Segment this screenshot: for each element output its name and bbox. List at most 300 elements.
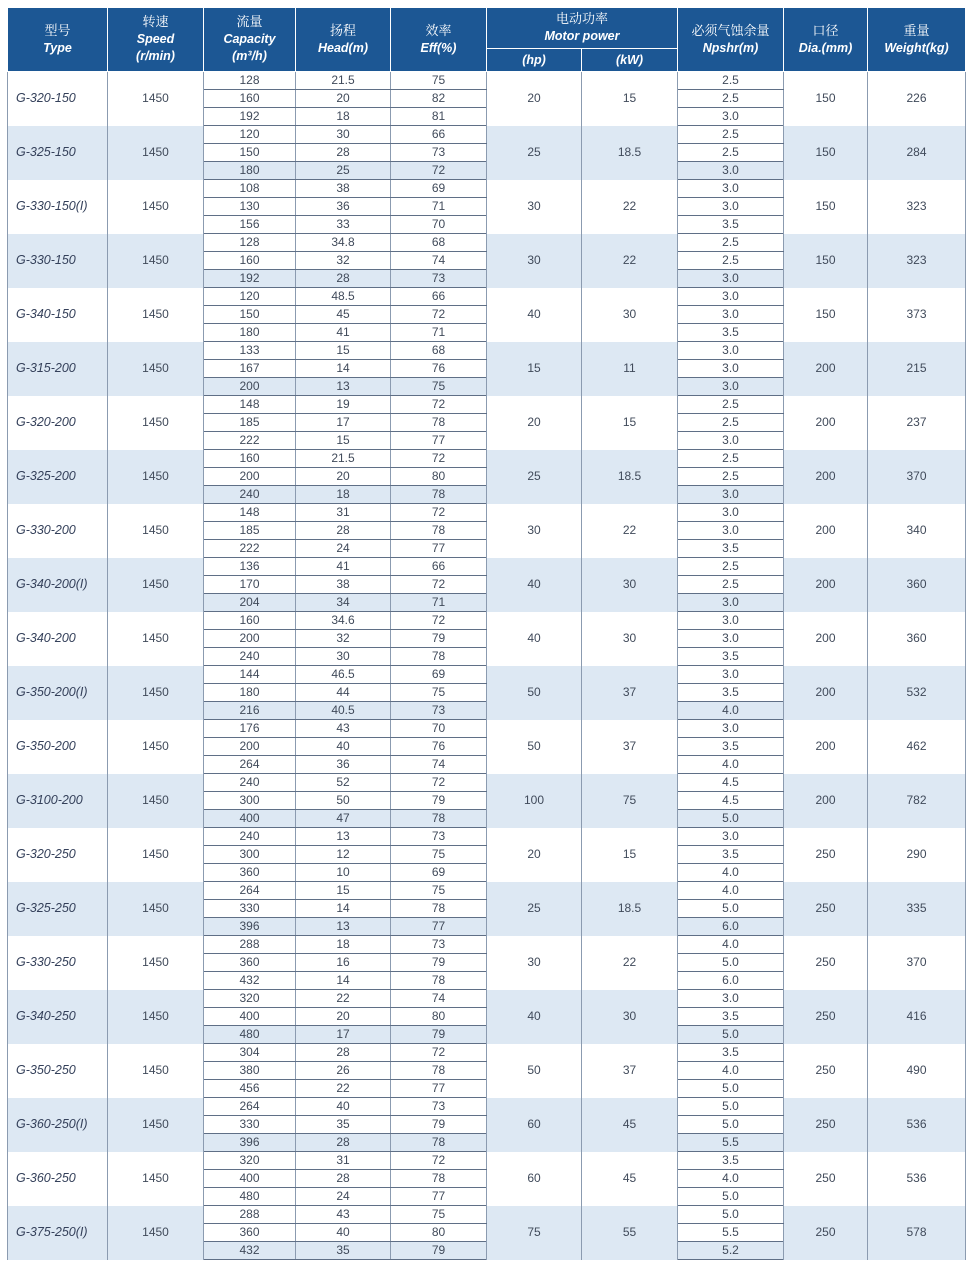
- capacity-cell: 400: [204, 810, 296, 828]
- header-kw: (kW): [582, 49, 678, 72]
- npshr-cell: 3.0: [678, 594, 784, 612]
- weight-cell: 323: [868, 180, 966, 234]
- npshr-cell: 3.0: [678, 378, 784, 396]
- table-row: [8, 936, 966, 954]
- capacity-cell: 432: [204, 1242, 296, 1260]
- speed-cell: 1450: [108, 882, 204, 936]
- capacity-cell: 380: [204, 1062, 296, 1080]
- capacity-cell: 160: [204, 252, 296, 270]
- type-cell: G-375-250(I): [8, 1206, 108, 1260]
- hp-cell: 75: [487, 1206, 582, 1260]
- capacity-cell: 160: [204, 90, 296, 108]
- head-cell: 31: [296, 1152, 391, 1170]
- table-row: [8, 180, 966, 198]
- eff-cell: 72: [391, 396, 487, 414]
- npshr-cell: 3.5: [678, 846, 784, 864]
- dia-cell: 250: [784, 1044, 868, 1098]
- dia-cell: 150: [784, 72, 868, 126]
- head-cell: 21.5: [296, 450, 391, 468]
- capacity-cell: 360: [204, 954, 296, 972]
- table-row: [8, 1152, 966, 1170]
- weight-cell: 340: [868, 504, 966, 558]
- npshr-cell: 2.5: [678, 234, 784, 252]
- hp-cell: 40: [487, 558, 582, 612]
- weight-cell: 532: [868, 666, 966, 720]
- weight-cell: 462: [868, 720, 966, 774]
- kw-cell: 30: [582, 612, 678, 666]
- npshr-cell: 2.5: [678, 450, 784, 468]
- spec-table-wrapper: [7, 7, 965, 1260]
- capacity-cell: 160: [204, 612, 296, 630]
- head-cell: 18: [296, 486, 391, 504]
- type-cell: G-3100-200: [8, 774, 108, 828]
- capacity-cell: 240: [204, 828, 296, 846]
- head-cell: 28: [296, 522, 391, 540]
- capacity-cell: 222: [204, 432, 296, 450]
- dia-cell: 200: [784, 504, 868, 558]
- capacity-cell: 288: [204, 936, 296, 954]
- kw-cell: 22: [582, 234, 678, 288]
- capacity-cell: 160: [204, 450, 296, 468]
- head-cell: 13: [296, 918, 391, 936]
- npshr-cell: 3.5: [678, 648, 784, 666]
- capacity-cell: 400: [204, 1008, 296, 1026]
- eff-cell: 75: [391, 378, 487, 396]
- capacity-cell: 360: [204, 864, 296, 882]
- table-row: [8, 990, 966, 1008]
- head-cell: 12: [296, 846, 391, 864]
- head-cell: 34.8: [296, 234, 391, 252]
- head-cell: 40: [296, 738, 391, 756]
- npshr-cell: 3.5: [678, 324, 784, 342]
- eff-cell: 82: [391, 90, 487, 108]
- capacity-cell: 120: [204, 288, 296, 306]
- eff-cell: 76: [391, 738, 487, 756]
- head-cell: 28: [296, 1170, 391, 1188]
- eff-cell: 77: [391, 1080, 487, 1098]
- capacity-cell: 192: [204, 270, 296, 288]
- dia-cell: 250: [784, 1098, 868, 1152]
- head-cell: 35: [296, 1116, 391, 1134]
- head-cell: 22: [296, 990, 391, 1008]
- weight-cell: 360: [868, 612, 966, 666]
- head-cell: 21.5: [296, 72, 391, 90]
- weight-cell: 226: [868, 72, 966, 126]
- npshr-cell: 2.5: [678, 252, 784, 270]
- eff-cell: 80: [391, 1224, 487, 1242]
- kw-cell: 37: [582, 666, 678, 720]
- eff-cell: 71: [391, 324, 487, 342]
- weight-cell: 215: [868, 342, 966, 396]
- table-row: [8, 666, 966, 684]
- speed-cell: 1450: [108, 1044, 204, 1098]
- type-cell: G-320-200: [8, 396, 108, 450]
- weight-cell: 578: [868, 1206, 966, 1260]
- eff-cell: 77: [391, 540, 487, 558]
- npshr-cell: 3.0: [678, 270, 784, 288]
- npshr-cell: 3.0: [678, 828, 784, 846]
- head-cell: 20: [296, 468, 391, 486]
- npshr-cell: 5.0: [678, 1098, 784, 1116]
- head-cell: 20: [296, 90, 391, 108]
- capacity-cell: 480: [204, 1188, 296, 1206]
- table-row: [8, 72, 966, 90]
- dia-cell: 250: [784, 990, 868, 1044]
- npshr-cell: 6.0: [678, 972, 784, 990]
- type-cell: G-330-150(I): [8, 180, 108, 234]
- speed-cell: 1450: [108, 558, 204, 612]
- capacity-cell: 148: [204, 396, 296, 414]
- capacity-cell: 180: [204, 324, 296, 342]
- capacity-cell: 216: [204, 702, 296, 720]
- hp-cell: 20: [487, 828, 582, 882]
- table-row: [8, 126, 966, 144]
- eff-cell: 78: [391, 1134, 487, 1152]
- speed-cell: 1450: [108, 774, 204, 828]
- speed-cell: 1450: [108, 1152, 204, 1206]
- head-cell: 10: [296, 864, 391, 882]
- eff-cell: 72: [391, 774, 487, 792]
- type-cell: G-330-150: [8, 234, 108, 288]
- eff-cell: 78: [391, 486, 487, 504]
- dia-cell: 250: [784, 882, 868, 936]
- hp-cell: 30: [487, 936, 582, 990]
- type-cell: G-350-250: [8, 1044, 108, 1098]
- npshr-cell: 3.0: [678, 180, 784, 198]
- speed-cell: 1450: [108, 990, 204, 1044]
- npshr-cell: 5.5: [678, 1224, 784, 1242]
- npshr-cell: 2.5: [678, 72, 784, 90]
- head-cell: 16: [296, 954, 391, 972]
- head-cell: 13: [296, 828, 391, 846]
- header-eff: 效率 Eff(%): [391, 8, 487, 72]
- speed-cell: 1450: [108, 234, 204, 288]
- dia-cell: 150: [784, 126, 868, 180]
- speed-cell: 1450: [108, 450, 204, 504]
- table-row: [8, 774, 966, 792]
- kw-cell: 30: [582, 990, 678, 1044]
- type-cell: G-330-200: [8, 504, 108, 558]
- capacity-cell: 156: [204, 216, 296, 234]
- table-row: [8, 720, 966, 738]
- eff-cell: 73: [391, 270, 487, 288]
- speed-cell: 1450: [108, 720, 204, 774]
- npshr-cell: 3.0: [678, 504, 784, 522]
- header-type: 型号 Type: [8, 8, 108, 72]
- kw-cell: 30: [582, 558, 678, 612]
- table-row: [8, 504, 966, 522]
- capacity-cell: 222: [204, 540, 296, 558]
- head-cell: 15: [296, 342, 391, 360]
- npshr-cell: 3.0: [678, 720, 784, 738]
- eff-cell: 78: [391, 1170, 487, 1188]
- npshr-cell: 3.0: [678, 288, 784, 306]
- npshr-cell: 3.5: [678, 684, 784, 702]
- eff-cell: 78: [391, 522, 487, 540]
- eff-cell: 72: [391, 504, 487, 522]
- eff-cell: 69: [391, 666, 487, 684]
- type-cell: G-325-150: [8, 126, 108, 180]
- type-cell: G-340-150: [8, 288, 108, 342]
- npshr-cell: 5.0: [678, 1206, 784, 1224]
- table-row: [8, 828, 966, 846]
- dia-cell: 200: [784, 558, 868, 612]
- dia-cell: 150: [784, 288, 868, 342]
- weight-cell: 370: [868, 936, 966, 990]
- eff-cell: 79: [391, 1026, 487, 1044]
- eff-cell: 72: [391, 450, 487, 468]
- hp-cell: 50: [487, 1044, 582, 1098]
- hp-cell: 60: [487, 1152, 582, 1206]
- kw-cell: 30: [582, 288, 678, 342]
- eff-cell: 78: [391, 972, 487, 990]
- head-cell: 17: [296, 414, 391, 432]
- header-npshr: 必须气蚀余量 Npshr(m): [678, 8, 784, 72]
- hp-cell: 40: [487, 288, 582, 342]
- head-cell: 38: [296, 576, 391, 594]
- head-cell: 20: [296, 1008, 391, 1026]
- hp-cell: 40: [487, 612, 582, 666]
- eff-cell: 75: [391, 684, 487, 702]
- capacity-cell: 133: [204, 342, 296, 360]
- capacity-cell: 360: [204, 1224, 296, 1242]
- head-cell: 50: [296, 792, 391, 810]
- npshr-cell: 3.0: [678, 108, 784, 126]
- capacity-cell: 330: [204, 1116, 296, 1134]
- table-row: [8, 234, 966, 252]
- dia-cell: 150: [784, 234, 868, 288]
- capacity-cell: 304: [204, 1044, 296, 1062]
- capacity-cell: 240: [204, 774, 296, 792]
- capacity-cell: 300: [204, 846, 296, 864]
- eff-cell: 78: [391, 810, 487, 828]
- hp-cell: 15: [487, 342, 582, 396]
- npshr-cell: 2.5: [678, 576, 784, 594]
- type-cell: G-320-150: [8, 72, 108, 126]
- eff-cell: 73: [391, 144, 487, 162]
- speed-cell: 1450: [108, 396, 204, 450]
- capacity-cell: 204: [204, 594, 296, 612]
- type-cell: G-360-250: [8, 1152, 108, 1206]
- eff-cell: 76: [391, 360, 487, 378]
- eff-cell: 74: [391, 252, 487, 270]
- npshr-cell: 2.5: [678, 414, 784, 432]
- npshr-cell: 4.0: [678, 756, 784, 774]
- speed-cell: 1450: [108, 342, 204, 396]
- kw-cell: 11: [582, 342, 678, 396]
- head-cell: 52: [296, 774, 391, 792]
- head-cell: 19: [296, 396, 391, 414]
- speed-cell: 1450: [108, 1206, 204, 1260]
- head-cell: 18: [296, 108, 391, 126]
- type-cell: G-340-250: [8, 990, 108, 1044]
- head-cell: 38: [296, 180, 391, 198]
- kw-cell: 22: [582, 504, 678, 558]
- capacity-cell: 456: [204, 1080, 296, 1098]
- capacity-cell: 288: [204, 1206, 296, 1224]
- head-cell: 28: [296, 270, 391, 288]
- head-cell: 32: [296, 630, 391, 648]
- speed-cell: 1450: [108, 828, 204, 882]
- eff-cell: 66: [391, 288, 487, 306]
- capacity-cell: 320: [204, 1152, 296, 1170]
- npshr-cell: 2.5: [678, 396, 784, 414]
- dia-cell: 250: [784, 1206, 868, 1260]
- hp-cell: 50: [487, 720, 582, 774]
- eff-cell: 68: [391, 342, 487, 360]
- type-cell: G-320-250: [8, 828, 108, 882]
- capacity-cell: 128: [204, 72, 296, 90]
- capacity-cell: 396: [204, 918, 296, 936]
- dia-cell: 200: [784, 396, 868, 450]
- type-cell: G-340-200(I): [8, 558, 108, 612]
- head-cell: 17: [296, 1026, 391, 1044]
- head-cell: 45: [296, 306, 391, 324]
- head-cell: 28: [296, 144, 391, 162]
- npshr-cell: 4.0: [678, 1170, 784, 1188]
- speed-cell: 1450: [108, 612, 204, 666]
- kw-cell: 22: [582, 936, 678, 990]
- weight-cell: 323: [868, 234, 966, 288]
- table-row: [8, 1098, 966, 1116]
- head-cell: 31: [296, 504, 391, 522]
- capacity-cell: 150: [204, 144, 296, 162]
- eff-cell: 75: [391, 1206, 487, 1224]
- eff-cell: 73: [391, 936, 487, 954]
- kw-cell: 15: [582, 396, 678, 450]
- kw-cell: 37: [582, 1044, 678, 1098]
- dia-cell: 150: [784, 180, 868, 234]
- dia-cell: 200: [784, 612, 868, 666]
- eff-cell: 79: [391, 1242, 487, 1260]
- npshr-cell: 3.0: [678, 612, 784, 630]
- head-cell: 33: [296, 216, 391, 234]
- dia-cell: 250: [784, 1152, 868, 1206]
- hp-cell: 100: [487, 774, 582, 828]
- table-row: [8, 342, 966, 360]
- weight-cell: 490: [868, 1044, 966, 1098]
- capacity-cell: 167: [204, 360, 296, 378]
- dia-cell: 250: [784, 936, 868, 990]
- npshr-cell: 2.5: [678, 90, 784, 108]
- hp-cell: 20: [487, 72, 582, 126]
- npshr-cell: 3.5: [678, 1152, 784, 1170]
- eff-cell: 77: [391, 918, 487, 936]
- table-body: [8, 72, 966, 1260]
- head-cell: 34.6: [296, 612, 391, 630]
- head-cell: 14: [296, 900, 391, 918]
- kw-cell: 15: [582, 72, 678, 126]
- header-capacity: 流量 Capacity (m³/h): [204, 8, 296, 72]
- npshr-cell: 4.0: [678, 882, 784, 900]
- table-row: [8, 1206, 966, 1224]
- capacity-cell: 180: [204, 684, 296, 702]
- capacity-cell: 200: [204, 738, 296, 756]
- type-cell: G-325-200: [8, 450, 108, 504]
- head-cell: 22: [296, 1080, 391, 1098]
- head-cell: 48.5: [296, 288, 391, 306]
- type-cell: G-315-200: [8, 342, 108, 396]
- hp-cell: 50: [487, 666, 582, 720]
- eff-cell: 72: [391, 612, 487, 630]
- npshr-cell: 6.0: [678, 918, 784, 936]
- type-cell: G-350-200: [8, 720, 108, 774]
- npshr-cell: 3.0: [678, 522, 784, 540]
- kw-cell: 45: [582, 1098, 678, 1152]
- weight-cell: 536: [868, 1152, 966, 1206]
- eff-cell: 72: [391, 306, 487, 324]
- eff-cell: 77: [391, 432, 487, 450]
- npshr-cell: 2.5: [678, 468, 784, 486]
- npshr-cell: 3.0: [678, 306, 784, 324]
- kw-cell: 18.5: [582, 882, 678, 936]
- eff-cell: 75: [391, 846, 487, 864]
- npshr-cell: 3.0: [678, 162, 784, 180]
- head-cell: 40: [296, 1098, 391, 1116]
- eff-cell: 77: [391, 1188, 487, 1206]
- capacity-cell: 148: [204, 504, 296, 522]
- capacity-cell: 128: [204, 234, 296, 252]
- npshr-cell: 4.0: [678, 702, 784, 720]
- weight-cell: 416: [868, 990, 966, 1044]
- table-row: [8, 612, 966, 630]
- capacity-cell: 200: [204, 468, 296, 486]
- head-cell: 15: [296, 432, 391, 450]
- table-row: [8, 396, 966, 414]
- capacity-cell: 300: [204, 792, 296, 810]
- speed-cell: 1450: [108, 1098, 204, 1152]
- weight-cell: 237: [868, 396, 966, 450]
- head-cell: 15: [296, 882, 391, 900]
- head-cell: 28: [296, 1044, 391, 1062]
- head-cell: 14: [296, 360, 391, 378]
- dia-cell: 200: [784, 342, 868, 396]
- capacity-cell: 240: [204, 486, 296, 504]
- npshr-cell: 2.5: [678, 144, 784, 162]
- eff-cell: 79: [391, 954, 487, 972]
- capacity-cell: 192: [204, 108, 296, 126]
- eff-cell: 72: [391, 1044, 487, 1062]
- capacity-cell: 320: [204, 990, 296, 1008]
- type-cell: G-350-200(I): [8, 666, 108, 720]
- table-row: [8, 450, 966, 468]
- header-hp: (hp): [487, 49, 582, 72]
- head-cell: 41: [296, 324, 391, 342]
- npshr-cell: 3.5: [678, 1044, 784, 1062]
- capacity-cell: 136: [204, 558, 296, 576]
- npshr-cell: 5.0: [678, 1080, 784, 1098]
- kw-cell: 55: [582, 1206, 678, 1260]
- capacity-cell: 108: [204, 180, 296, 198]
- capacity-cell: 264: [204, 756, 296, 774]
- type-cell: G-340-200: [8, 612, 108, 666]
- speed-cell: 1450: [108, 936, 204, 990]
- npshr-cell: 5.0: [678, 954, 784, 972]
- table-row: [8, 882, 966, 900]
- dia-cell: 200: [784, 666, 868, 720]
- eff-cell: 80: [391, 1008, 487, 1026]
- hp-cell: 25: [487, 450, 582, 504]
- head-cell: 34: [296, 594, 391, 612]
- eff-cell: 69: [391, 180, 487, 198]
- weight-cell: 373: [868, 288, 966, 342]
- kw-cell: 45: [582, 1152, 678, 1206]
- header-motor-power: 电动功率 Motor power: [487, 8, 678, 49]
- npshr-cell: 2.5: [678, 558, 784, 576]
- eff-cell: 81: [391, 108, 487, 126]
- npshr-cell: 3.0: [678, 198, 784, 216]
- weight-cell: 335: [868, 882, 966, 936]
